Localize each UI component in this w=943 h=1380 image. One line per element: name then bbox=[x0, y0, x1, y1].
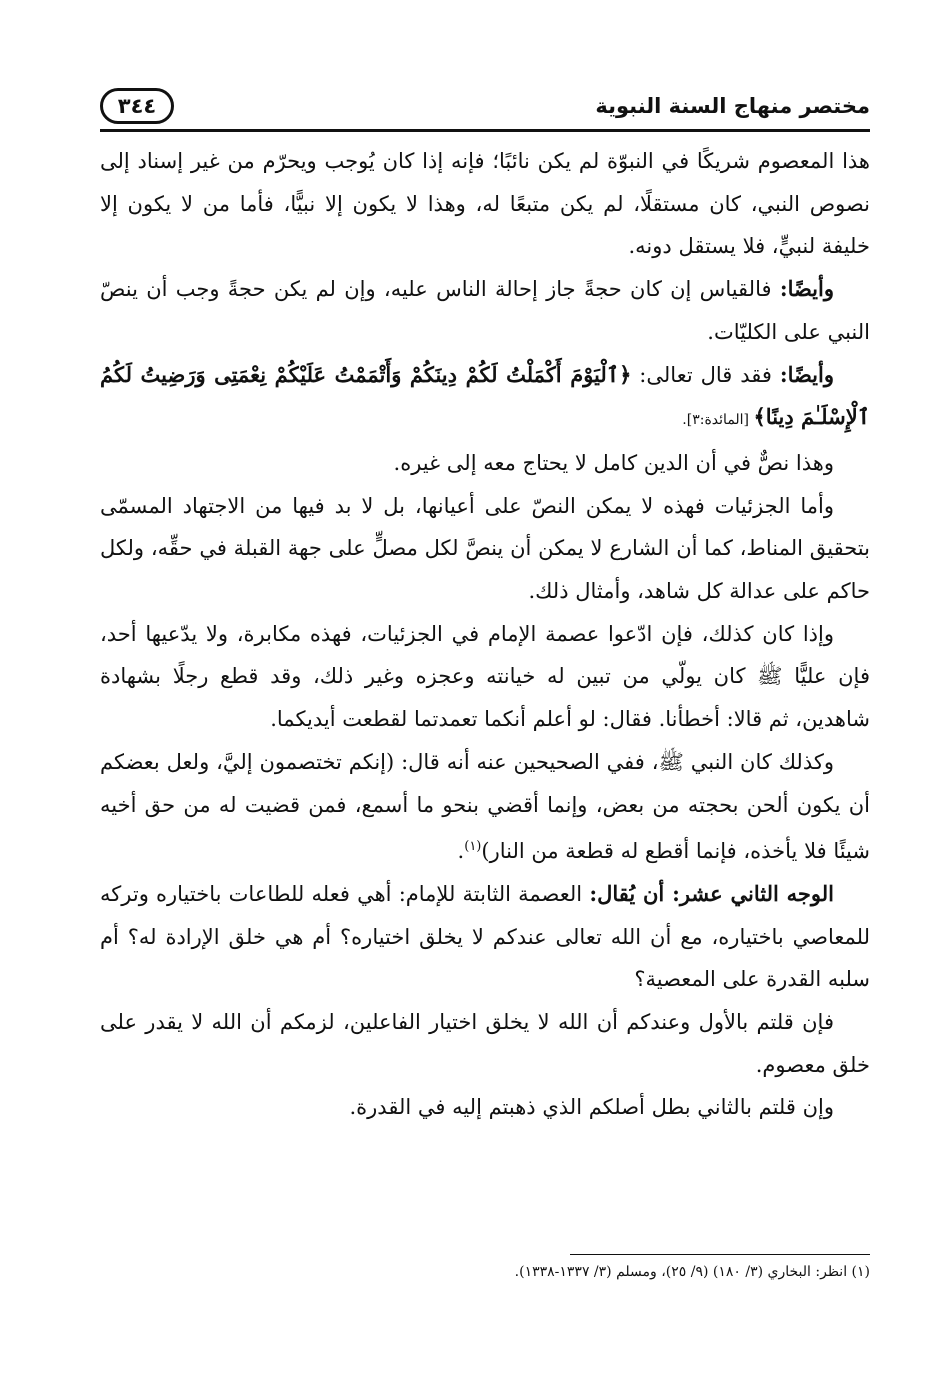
paragraph-1-text: هذا المعصوم شريكًا في النبوّة لم يكن نائبًا؛ فإنه إذا كان يُوجب ويحرّم من غير إسناد إلى نصوص النبي، كان مستقلًا، لم يكن متبعًا له، وهذا لا يكون إلا نبيًّا، فأما من لا يكون إلا خليفة لنبيٍّ، فلا يستقل دونه. bbox=[100, 149, 870, 259]
paragraph-2-lead: وأيضًا: bbox=[779, 276, 834, 302]
paragraph-4 bbox=[100, 442, 870, 485]
paragraph-5-text: وأما الجزئيات فهذه لا يمكن النصّ على أعيانها، بل لا بد فيها من الاجتهاد المسمّى بتحقيق المناط، كما أن الشارع لا يمكن أن ينصَّ لكل مصلٍّ على جهة القبلة في حقِّه، ولكل حاكم على عدالة كل شاهد، وأمثال ذلك. bbox=[100, 493, 870, 604]
header-rule bbox=[100, 129, 870, 132]
footnote-marker: (١) bbox=[464, 839, 482, 855]
page-number: ٣٤٤ bbox=[100, 88, 174, 124]
paragraph-6-text: وإذا كان كذلك، فإن ادّعوا عصمة الإمام في الجزئيات، فهذه مكابرة، ولا يدّعيها أحد، فإن عليًّا ﷺ كان يولّي من تبين له خيانته وعجزه وغير ذلك، وقد قطع رجلًا بشهادة شاهدين، ثم قالا: أخطأنا. فقال: لو أعلم أنكما تعمدتما لقطعت أيديكما. bbox=[100, 621, 870, 732]
verse-reference: [المائدة:٣]. bbox=[682, 412, 754, 429]
paragraph-10 bbox=[100, 1086, 870, 1129]
paragraph-9 bbox=[100, 1001, 870, 1086]
paragraph-2-text: فالقياس إن كان حجةً جاز إحالة الناس عليه، وإن لم يكن حجةً وجب أن ينصّ النبي على الكليّات. bbox=[100, 277, 870, 344]
page-header bbox=[100, 88, 870, 132]
paragraph-3-lead: وأيضًا: bbox=[779, 361, 834, 387]
paragraph-2 bbox=[100, 268, 870, 353]
paragraph-1 bbox=[100, 140, 870, 268]
paragraph-8 bbox=[100, 873, 870, 1001]
footnote: (١) انظر: البخاري (٣/ ١٨٠) (٩/ ٢٥)، ومسلم (٣/ ١٣٣٧-١٣٣٨). bbox=[514, 1264, 870, 1280]
paragraph-3 bbox=[100, 354, 870, 442]
paragraph-4-text: وهذا نصٌّ في أن الدين كامل لا يحتاج معه إلى غيره. bbox=[393, 450, 834, 475]
paragraph-8-text: العصمة الثابتة للإمام: أهي فعله للطاعات باختياره وتركه للمعاصي باختياره، مع أن الله تعالى عندكم لا يخلق اختياره؟ أم هي خلق الإرادة له؟ أم سلبه القدرة على المعصية؟ bbox=[100, 881, 870, 992]
paragraph-5 bbox=[100, 485, 870, 613]
paragraph-7-text: وكذلك كان النبي ﷺ، ففي الصحيحين عنه أنه قال: (إنكم تختصمون إليَّ، ولعل بعضكم أن يكون ألحن بحجته من بعض، وإنما أقضي بنحو ما أسمع، فمن قضيت له من حق أخيه شيئًا فلا يأخذه، فإنما أقطع له قطعة من النار) bbox=[100, 749, 870, 864]
book-title: مختصر منهاج السنة النبوية bbox=[595, 94, 870, 118]
paragraph-7-end: . bbox=[457, 839, 465, 864]
paragraph-10-text: وإن قلتم بالثاني بطل أصلكم الذي ذهبتم إليه في القدرة. bbox=[349, 1095, 834, 1120]
main-text bbox=[100, 140, 870, 1129]
paragraph-8-lead: الوجه الثاني عشر: أن يُقال: bbox=[589, 880, 834, 906]
paragraph-7 bbox=[100, 741, 870, 873]
quran-verse: ﴿ٱلْيَوْمَ أَكْمَلْتُ لَكُمْ دِينَكُمْ وَأَتْمَمْتُ عَلَيْكُمْ نِعْمَتِى وَرَضِيتُ لَكُمُ ٱلْإِسْلَـٰمَ دِينًا﴾ bbox=[100, 361, 870, 430]
paragraph-9-text: فإن قلتم بالأول وعندكم أن الله لا يخلق اختيار الفاعلين، لزمكم أن الله لا يقدر على خلق معصوم. bbox=[100, 1010, 870, 1077]
footnote-rule bbox=[570, 1254, 870, 1255]
paragraph-3-text: فقد قال تعالى: bbox=[631, 362, 780, 387]
paragraph-6 bbox=[100, 613, 870, 741]
